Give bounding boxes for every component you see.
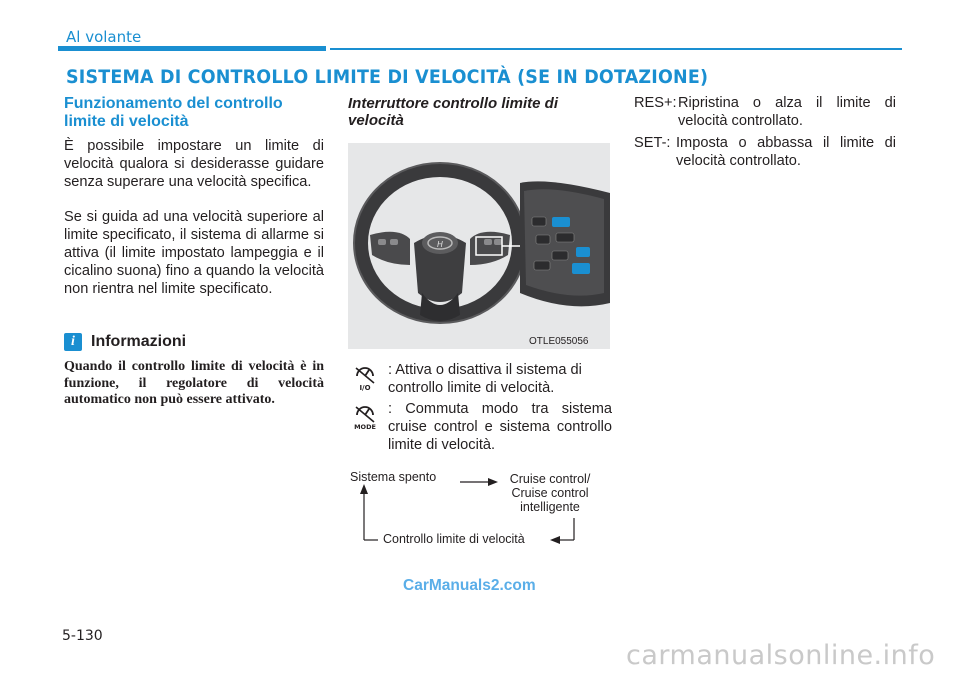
- state-system-off: Sistema spento: [350, 470, 437, 484]
- switch-heading: Interruttore controllo limite di velocità: [348, 95, 559, 129]
- info-text: Quando il controllo limite di velocità è in funzione, il regolatore di velocità automatico non può essere attivato.: [64, 359, 324, 407]
- header-rule-thick: [58, 46, 326, 51]
- paragraph-intro: È possibile impostare un limite di velocità qualora si desiderasse guidare senza superare una velocità specifica.: [64, 138, 324, 190]
- state-cruise-line2: Cruise control: [511, 486, 589, 500]
- footer-site-watermark: carmanualsonline.info: [626, 640, 936, 671]
- section-label: Al volante: [66, 28, 142, 46]
- res-text: Ripristina o alza il limite di velocità controllato.: [678, 95, 896, 129]
- state-cruise-line3: intelligente: [520, 500, 580, 514]
- info-title: Informazioni: [91, 333, 187, 350]
- speed-limit-mode-icon: [352, 400, 378, 430]
- mode-cycle-diagram: [348, 466, 610, 556]
- symbol-row-mode: [352, 400, 614, 454]
- paragraph-warning: Se si guida ad una velocità superiore al limite specificato, il sistema di allarme si attiva (il limite impostato lampeggia e il cicalino suona) fino a quando la velocità non rientra nel limite specificato.: [64, 209, 324, 297]
- page-title: SISTEMA DI CONTROLLO LIMITE DI VELOCITÀ (SE IN DOTAZIONE): [66, 66, 709, 88]
- set-text: Imposta o abbassa il limite di velocità controllato.: [676, 135, 896, 169]
- speed-limit-onoff-icon: [352, 361, 378, 391]
- steering-wheel-illustration: [348, 143, 610, 349]
- set-key: SET-:: [634, 135, 671, 151]
- state-cruise-control: [490, 472, 610, 514]
- svg-text:H: H: [436, 240, 444, 249]
- onoff-description: : Attiva o disattiva il sistema di controllo limite di velocità.: [388, 362, 582, 396]
- res-key: RES+:: [634, 95, 677, 111]
- figure-code: OTLE055056: [529, 336, 589, 347]
- page-number: 5-130: [62, 628, 103, 644]
- header-rule-thin: [330, 48, 902, 50]
- svg-text:I/O: I/O: [359, 384, 371, 391]
- symbol-row-onoff: [352, 361, 614, 397]
- info-icon: i: [64, 333, 82, 351]
- state-cruise-line1: Cruise control/: [509, 472, 591, 486]
- state-speed-limit: Controllo limite di velocità: [383, 532, 525, 546]
- svg-text:MODE: MODE: [354, 423, 376, 430]
- watermark-link[interactable]: CarManuals2.com: [403, 577, 536, 594]
- mode-description: : Commuta modo tra sistema cruise control e sistema controllo limite di velocità.: [388, 401, 612, 453]
- operation-heading: Funzionamento del controllo limite di velocità: [64, 95, 283, 130]
- steering-wheel-figure: [348, 143, 610, 349]
